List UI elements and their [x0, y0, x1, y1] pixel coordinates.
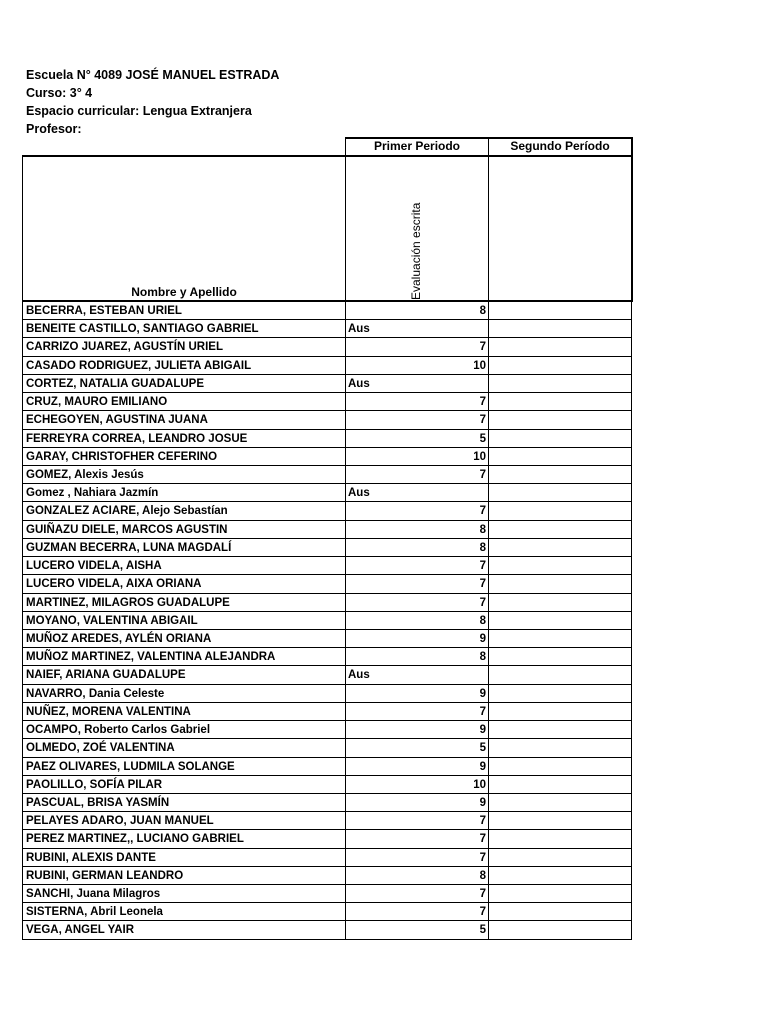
row-name: CASADO RODRIGUEZ, JULIETA ABIGAIL [26, 359, 252, 372]
row-name: Gomez , Nahiara Jazmín [26, 487, 159, 500]
header-segundo-periodo: Segundo Período [510, 139, 610, 153]
row-name: MUÑOZ MARTINEZ, VALENTINA ALEJANDRA [26, 651, 276, 664]
grid-line [22, 538, 632, 539]
grid-line [22, 447, 632, 448]
row-name: VEGA, ANGEL YAIR [26, 924, 135, 937]
row-name: LUCERO VIDELA, AISHA [26, 560, 162, 573]
row-grade: 7 [479, 906, 486, 919]
row-name: GUZMAN BECERRA, LUNA MAGDALÍ [26, 541, 232, 554]
row-grade: 7 [479, 705, 486, 718]
row-name: BENEITE CASTILLO, SANTIAGO GABRIEL [26, 323, 259, 336]
row-grade: 7 [479, 341, 486, 354]
grid-line [22, 884, 632, 885]
grid-line [22, 829, 632, 830]
row-grade: 5 [479, 432, 486, 445]
row-grade: 7 [479, 888, 486, 901]
grid-line [22, 939, 632, 940]
grid-line [22, 738, 632, 739]
row-name: NAVARRO, Dania Celeste [26, 687, 165, 700]
row-name: NUÑEZ, MORENA VALENTINA [26, 705, 191, 718]
header-evaluacion-label: Evaluación escrita [409, 202, 423, 300]
grid-line [22, 319, 632, 320]
row-grade: 9 [479, 632, 486, 645]
row-name: PAOLILLO, SOFÍA PILAR [26, 778, 163, 791]
grid-line [22, 702, 632, 703]
grid-line [22, 574, 632, 575]
row-name: PEREZ MARTINEZ,, LUCIANO GABRIEL [26, 833, 244, 846]
grid-line [22, 848, 632, 849]
row-name: OLMEDO, ZOÉ VALENTINA [26, 742, 175, 755]
subject-label: Espacio curricular: Lengua Extranjera [26, 104, 252, 118]
row-name: MARTINEZ, MILAGROS GUADALUPE [26, 596, 230, 609]
row-name: PASCUAL, BRISA YASMÍN [26, 796, 170, 809]
row-grade: 8 [479, 541, 486, 554]
grid-line [22, 811, 632, 812]
grid-line [22, 647, 632, 648]
row-grade: 10 [473, 450, 486, 463]
row-name: MOYANO, VALENTINA ABIGAIL [26, 614, 198, 627]
row-name: LUCERO VIDELA, AIXA ORIANA [26, 578, 202, 591]
row-grade: Aus [348, 323, 370, 336]
row-name: CARRIZO JUAREZ, AGUSTÍN URIEL [26, 341, 223, 354]
document-header [26, 66, 279, 138]
grid-line [22, 465, 632, 466]
row-name: SISTERNA, Abril Leonela [26, 906, 163, 919]
school-title: Escuela N° 4089 JOSÉ MANUEL ESTRADA [26, 68, 280, 82]
row-name: SANCHI, Juana Milagros [26, 888, 161, 901]
course-label: Curso: 3° 4 [26, 86, 93, 100]
grid-line [22, 665, 632, 666]
row-name: OCAMPO, Roberto Carlos Gabriel [26, 724, 211, 737]
row-grade: 7 [479, 505, 486, 518]
grid-line [22, 629, 632, 630]
grid-line [345, 137, 633, 139]
row-name: MUÑOZ AREDES, AYLÉN ORIANA [26, 632, 212, 645]
grid-line [22, 155, 23, 940]
row-grade: 7 [479, 578, 486, 591]
row-grade: 7 [479, 596, 486, 609]
row-grade: 8 [479, 305, 486, 317]
teacher-label: Profesor: [26, 122, 82, 136]
row-grade: 7 [479, 414, 486, 427]
row-grade: 5 [479, 742, 486, 755]
row-name: CORTEZ, NATALIA GUADALUPE [26, 377, 205, 390]
grid-line [22, 155, 633, 157]
grid-line [22, 684, 632, 685]
row-name: CRUZ, MAURO EMILIANO [26, 396, 168, 409]
grid-line [22, 775, 632, 776]
grid-line [22, 300, 633, 302]
grid-line [22, 392, 632, 393]
grid-line [22, 483, 632, 484]
row-grade: 10 [473, 778, 486, 791]
row-grade: 8 [479, 869, 486, 882]
row-name: PELAYES ADARO, JUAN MANUEL [26, 815, 214, 828]
grid-line [631, 300, 632, 940]
grid-line [631, 137, 633, 302]
grid-line [22, 374, 632, 375]
grid-line [22, 793, 632, 794]
row-grade: Aus [348, 487, 370, 500]
row-name: BECERRA, ESTEBAN URIEL [26, 305, 182, 317]
row-name: ECHEGOYEN, AGUSTINA JUANA [26, 414, 208, 427]
grid-line [22, 902, 632, 903]
grid-line [22, 556, 632, 557]
grid-line [22, 337, 632, 338]
row-name: GARAY, CHRISTOFHER CEFERINO [26, 450, 218, 463]
row-grade: 7 [479, 560, 486, 573]
grid-line [22, 410, 632, 411]
row-grade: 7 [479, 833, 486, 846]
row-name: GOMEZ, Alexis Jesús [26, 468, 144, 481]
header-nombre-apellido: Nombre y Apellido [131, 285, 237, 299]
row-grade: 7 [479, 468, 486, 481]
grid-line [22, 866, 632, 867]
row-grade: 9 [479, 724, 486, 737]
row-grade: 7 [479, 396, 486, 409]
grid-line [22, 520, 632, 521]
row-grade: 10 [473, 359, 486, 372]
grid-line [22, 429, 632, 430]
row-grade: 8 [479, 523, 486, 536]
row-name: NAIEF, ARIANA GUADALUPE [26, 669, 186, 682]
row-name: GUIÑAZU DIELE, MARCOS AGUSTIN [26, 523, 228, 536]
row-name: RUBINI, ALEXIS DANTE [26, 851, 156, 864]
row-grade: 8 [479, 614, 486, 627]
row-grade: 7 [479, 851, 486, 864]
row-grade: 5 [479, 924, 486, 937]
row-name: FERREYRA CORREA, LEANDRO JOSUE [26, 432, 248, 445]
row-name: PAEZ OLIVARES, LUDMILA SOLANGE [26, 760, 235, 773]
row-name: GONZALEZ ACIARE, Alejo Sebastían [26, 505, 228, 518]
grid-line [22, 356, 632, 357]
row-grade: Aus [348, 377, 370, 390]
grid-line [22, 720, 632, 721]
grid-line [22, 501, 632, 502]
row-grade: 8 [479, 651, 486, 664]
row-grade: 9 [479, 687, 486, 700]
grid-line [22, 593, 632, 594]
row-grade: 9 [479, 760, 486, 773]
row-grade: Aus [348, 669, 370, 682]
grid-line [22, 920, 632, 921]
row-grade: 9 [479, 796, 486, 809]
row-grade: 7 [479, 815, 486, 828]
grid-line [22, 611, 632, 612]
header-primer-periodo: Primer Periodo [373, 139, 461, 153]
row-name: RUBINI, GERMAN LEANDRO [26, 869, 184, 882]
grid-line [22, 757, 632, 758]
header-evaluacion-escrita [355, 160, 475, 300]
